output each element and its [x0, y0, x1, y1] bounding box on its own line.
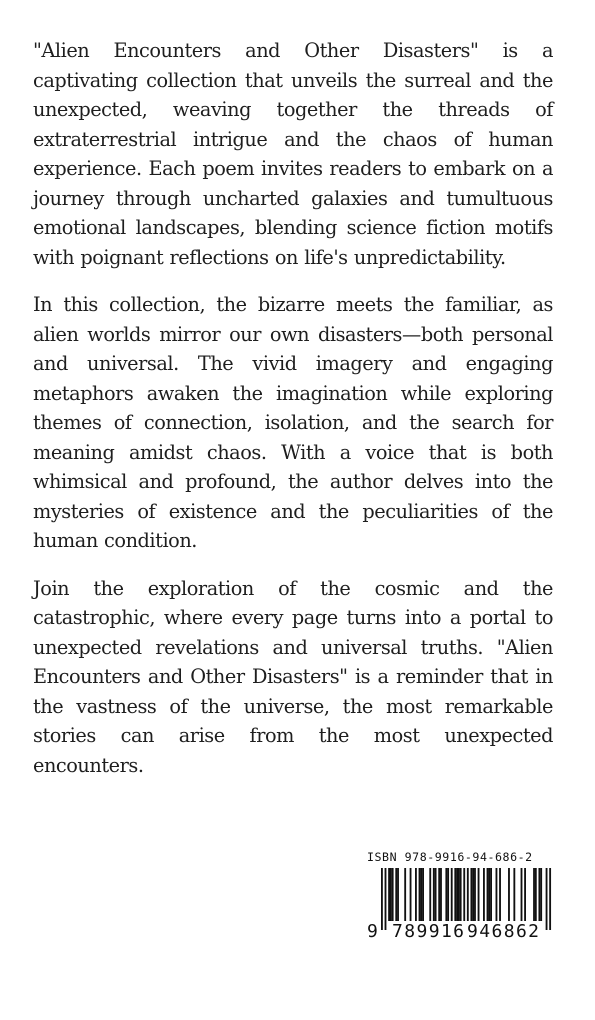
barcode-bar [540, 868, 542, 921]
barcode-bar [521, 868, 523, 921]
barcode-bar [472, 868, 474, 921]
barcode-bar [535, 868, 537, 921]
book-description [33, 36, 553, 798]
barcode-bar [458, 868, 460, 921]
barcode-bar [415, 868, 417, 921]
barcode-bar [470, 868, 472, 921]
barcode-bar [478, 868, 480, 921]
barcode-bar [513, 868, 515, 921]
barcode-bar [490, 868, 492, 921]
barcode-bar [410, 868, 412, 921]
barcode-bar [429, 868, 431, 921]
isbn-label: ISBN 978-9916-94-686-2 [367, 850, 533, 864]
barcode-bar [533, 868, 535, 921]
barcode-bar [487, 868, 489, 921]
barcode-bar [404, 868, 406, 921]
barcode-bar [451, 868, 453, 921]
barcode-guard-bar [549, 868, 551, 930]
barcode-bar [388, 868, 390, 921]
barcode-bar [460, 868, 462, 921]
ean-first-digit: 9 [367, 921, 378, 942]
barcode-bar [445, 868, 447, 921]
barcode-bar [499, 868, 501, 921]
barcode-bar [438, 868, 440, 921]
barcode-bar [456, 868, 458, 921]
barcode-bar [538, 868, 540, 921]
description-paragraph-2: In this collection, the bizarre meets the familiar, as alien worlds mirror our own disasters—both personal and universal. The vivid imagery and engaging metaphors awaken the imagination while exploring themes of connection, isolation, and the search for meaning amidst chaos. With a voice that is both whimsical and profound, the author delves into the mysteries of existence and the peculiarities of the human condition. [33, 293, 553, 552]
barcode-bar [395, 868, 397, 921]
barcode-bar [483, 868, 485, 921]
barcode-guard-bar [546, 868, 548, 930]
barcode-bar [420, 868, 422, 921]
barcode-bar [392, 868, 394, 921]
barcode-bar [496, 868, 498, 921]
barcode-bar [390, 868, 392, 921]
barcode-bar [508, 868, 510, 921]
barcode-bar [419, 868, 421, 921]
barcode-bar [488, 868, 490, 921]
description-paragraph-1: "Alien Encounters and Other Disasters" is a captivating collection that unveils the surreal and the unexpected, weaving together the threads of extraterrestrial intrigue and the chaos of human experience. Each poem invites readers to embark on a journey through uncharted galaxies and tumultuous emotional landscapes, blending science fiction motifs with poignant reflections on life's unpredictability. [33, 39, 553, 269]
isbn-barcode [367, 850, 555, 946]
barcode-bar [454, 868, 456, 921]
barcode-bar [440, 868, 442, 921]
barcode-bar [447, 868, 449, 921]
barcode-guard-bar [385, 868, 387, 930]
ean-left-group: 789916 [392, 921, 466, 942]
barcode-bar [524, 868, 526, 921]
ean-right-group: 946862 [467, 921, 541, 942]
barcode-bar [397, 868, 399, 921]
barcode-bar [474, 868, 476, 921]
barcode-bar [433, 868, 435, 921]
barcode-bar [435, 868, 437, 921]
barcode-bar [422, 868, 424, 921]
description-paragraph-3: Join the exploration of the cosmic and the catastrophic, where every page turns into a portal to unexpected revelations and universal truths. "Alien Encounters and Other Disasters" is a reminder that in the vastness of the universe, the most remarkable stories can arise from the most unexpected encounters. [33, 576, 553, 777]
barcode-guard-bar [381, 868, 383, 930]
